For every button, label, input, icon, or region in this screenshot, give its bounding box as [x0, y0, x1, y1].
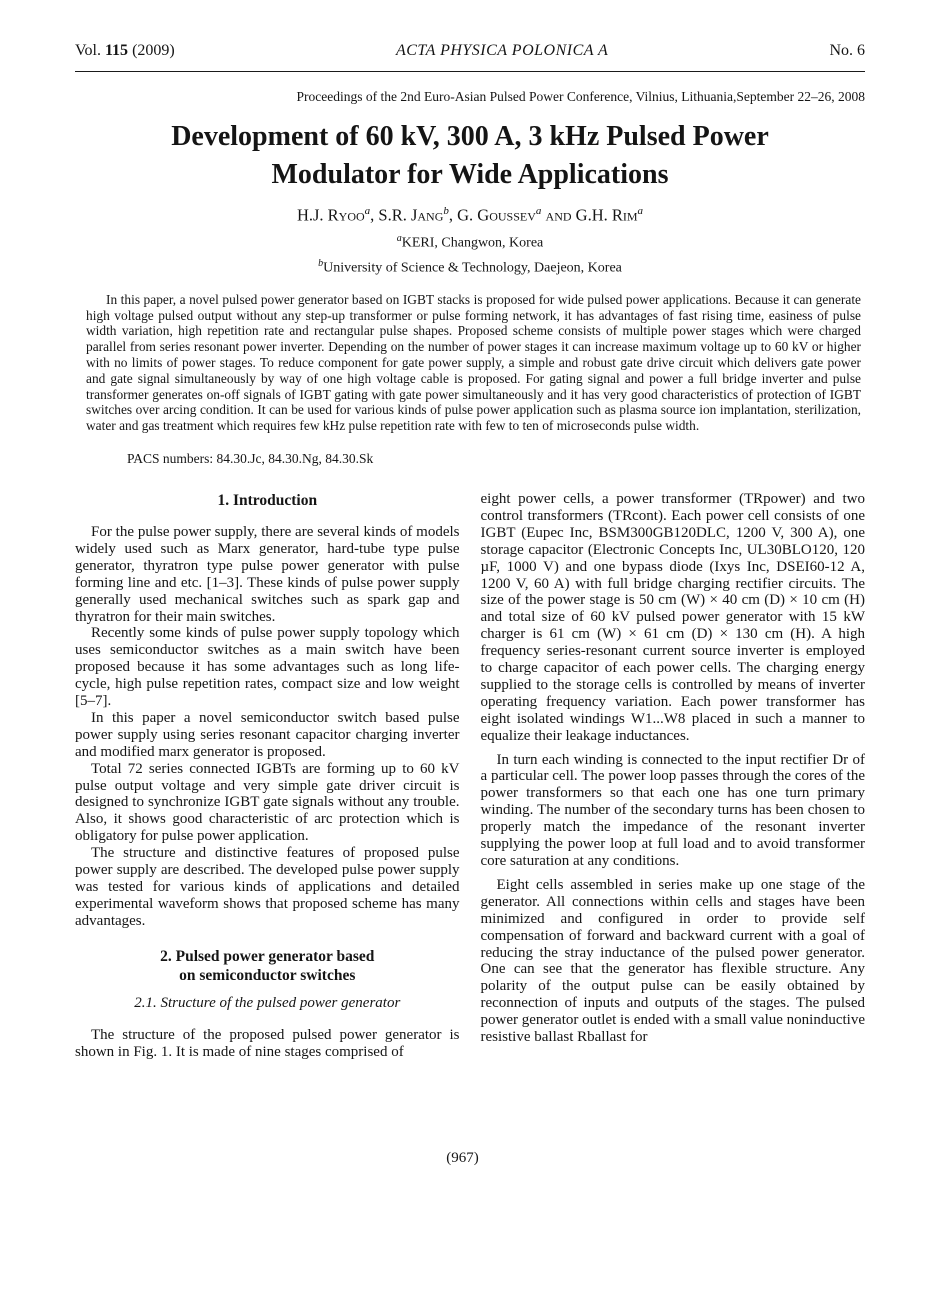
journal-name: ACTA PHYSICA POLONICA A: [395, 42, 609, 59]
paragraph: The structure of the proposed pulsed power generator is shown in Fig. 1. It is made of nine stages comprised of: [75, 1026, 460, 1060]
affiliation-mark: b: [318, 258, 324, 270]
authors-byline: H.J. Ryoo$^a$, S.R. Jang$^b$, G. Goussev$^a$ and G.H. Rim$^a$: [296, 205, 644, 225]
paper-title-line2: Modulator for Wide Applications: [271, 159, 669, 190]
paragraph: For the pulse power supply, there are several kinds of models widely used such as Marx generator, hard-tube type pulse generator, thyratron type pulse power generator with pulse forming line and etc. [1–3]. These kinds of pulse power supply generally used mechanical switches such as spark gap and thyratron for their main switches.: [75, 523, 460, 625]
author: S.R. Jang: [378, 205, 444, 225]
journal-issue: No. 6: [829, 42, 865, 59]
author-affiliation-mark: a: [535, 205, 542, 217]
abstract-text: In this paper, a novel pulsed power generator based on IGBT stacks is proposed for wide pulsed power applications. Because it can generate high voltage pulsed output without any step-up transformer or pulse forming network, it has advantages of fast rising time, easiness of pulse width variation, high repetition rate and rectangular pulse shapes. Proposed scheme consists of multiple power stages which were charged parallel from series resonant power inverter. Depending on the number of power stages it can increase maximum voltage up to 60 kV or higher with no limits of power stages. To reduce component for gate power supply, a simple and robust gate drive circuit which delivers gate power and gate signal simultaneously by way of one high voltage cable is proposed. For gating signal and power a full bridge inverter and pulse transformer generates on-off signals of IGBT gating with gate power simultaneously and it has very good characteristics of protection of IGBT switches over arcing condition. It can be used for various kinds of pulse power application such as plasma source ion implantation, sterilization, water and gas treatment which requires few kHz pulse repetition rate with few to ten of microseconds pulse width.: [86, 291, 861, 434]
section-heading-introduction: 1. Introduction: [217, 491, 318, 509]
affiliation-mark: a: [396, 232, 402, 244]
journal-header: [75, 42, 865, 72]
affiliation-a: $^a$KERI, Changwon, Korea: [396, 232, 544, 251]
subsection-heading-structure: 2.1. Structure of the pulsed power generator: [134, 994, 401, 1011]
affiliation-b: $^b$University of Science & Technology, Daejeon, Korea: [318, 258, 622, 276]
pacs-line: PACS numbers: 84.30.Jc, 84.30.Ng, 84.30.Sk: [127, 450, 374, 466]
journal-volume-number: 115: [104, 42, 129, 59]
column-left: [75, 491, 460, 1061]
author: G.H. Rim: [575, 205, 638, 225]
paragraph: In turn each winding is connected to the input rectifier Dr of a particular cell. The power loop passes through the cores of the power transformers so that each one has one turn primary winding. The number of the secondary turns has been chosen to properly match the impedance of the resonant inverter supplying the power loop at full load and to avoid transformer core saturation at any conditions.: [480, 751, 865, 870]
body-columns: [75, 491, 865, 1061]
paragraph: Total 72 series connected IGBTs are forming up to 60 kV pulse output voltage and very simple gate driver circuit is designed to synchronize IGBT gate signals without any trouble. Also, it shows good characteristic of arc protection which is obligatory for pulse power application.: [75, 760, 460, 845]
paragraph: The structure and distinctive features of proposed pulse power supply are described. The developed pulse power supply was tested for various kinds of applications and detailed experimental waveform shows that proposed scheme has many advantages.: [75, 845, 460, 929]
paper-title-line1: Development of 60 kV, 300 A, 3 kHz Pulsed Power: [171, 121, 769, 152]
proceedings-note: Proceedings of the 2nd Euro-Asian Pulsed Power Conference, Vilnius, Lithuania,September 22–26, 2008: [296, 89, 865, 104]
page-number: (967): [446, 1150, 479, 1166]
author-affiliation-mark: b: [443, 205, 449, 217]
section-heading-generator: 2. Pulsed power generator based on semiconductor switches: [160, 947, 375, 984]
journal-volume: Vol. 115 (2009): [75, 42, 175, 59]
author: G. Goussev: [457, 205, 536, 225]
author: H.J. Ryoo: [296, 205, 365, 225]
author-affiliation-mark: a: [364, 205, 371, 217]
paragraph: eight power cells, a power transformer (TRpower) and two control transformers (TRcont). Each power cell consists of one IGBT (Eupec Inc, BSM300GB120DLC, 1200 V, 300 A), one storage capacitor (Electronic Concepts Inc, UL30BLO120, 120 µF, 1000 V) and one bypass diode (Ixys Inc, DSEI60-12 A, 1200 V, 60 A) with full bridge charging rectifier circuits. The size of the power stage is 50 cm (W) × 40 cm (D) × 10 cm (H) and total size of 60 kV pulsed power generator with 15 kW charger is 61 cm (W) × 61 cm (D) × 130 cm (H). A high frequency series-resonant current source inverter is employed to charge capacitor of each power cells. The charging energy supplied to the storage cells is controlled by means of inverter operating frequency variation. Each power transformer has eight isolated windings W1...W8 placed in such a manner to equalize their leakage inductances.: [480, 490, 865, 744]
author-affiliation-mark: a: [637, 205, 644, 217]
column-right: [481, 491, 866, 1061]
paragraph: Eight cells assembled in series make up one stage of the generator. All connections within cells and stages have been minimized and configured in order to provide self compensation of forward and backward current with a goal of reducing the stray inductance of the pulsed power generator. One can see that the generator has flexible structure. Any polarity of the output pulse can be easily obtained by reconnection of inputs and outputs of the stages. The pulsed power generator outlet is ended with a small value noninductive resistive ballast Rballast for: [480, 876, 865, 1046]
paper-title: [75, 118, 865, 194]
paragraph: In this paper a novel semiconductor switch based pulse power supply using series resonant capacitor charging inverter and modified marx generator is proposed.: [75, 709, 460, 760]
paragraph: Recently some kinds of pulse power supply topology which uses semiconductor switches as a main switch have been proposed because it has some advantages such as long life-cycle, high pulse repetition rates, compact size and low weight [5–7].: [75, 625, 460, 710]
